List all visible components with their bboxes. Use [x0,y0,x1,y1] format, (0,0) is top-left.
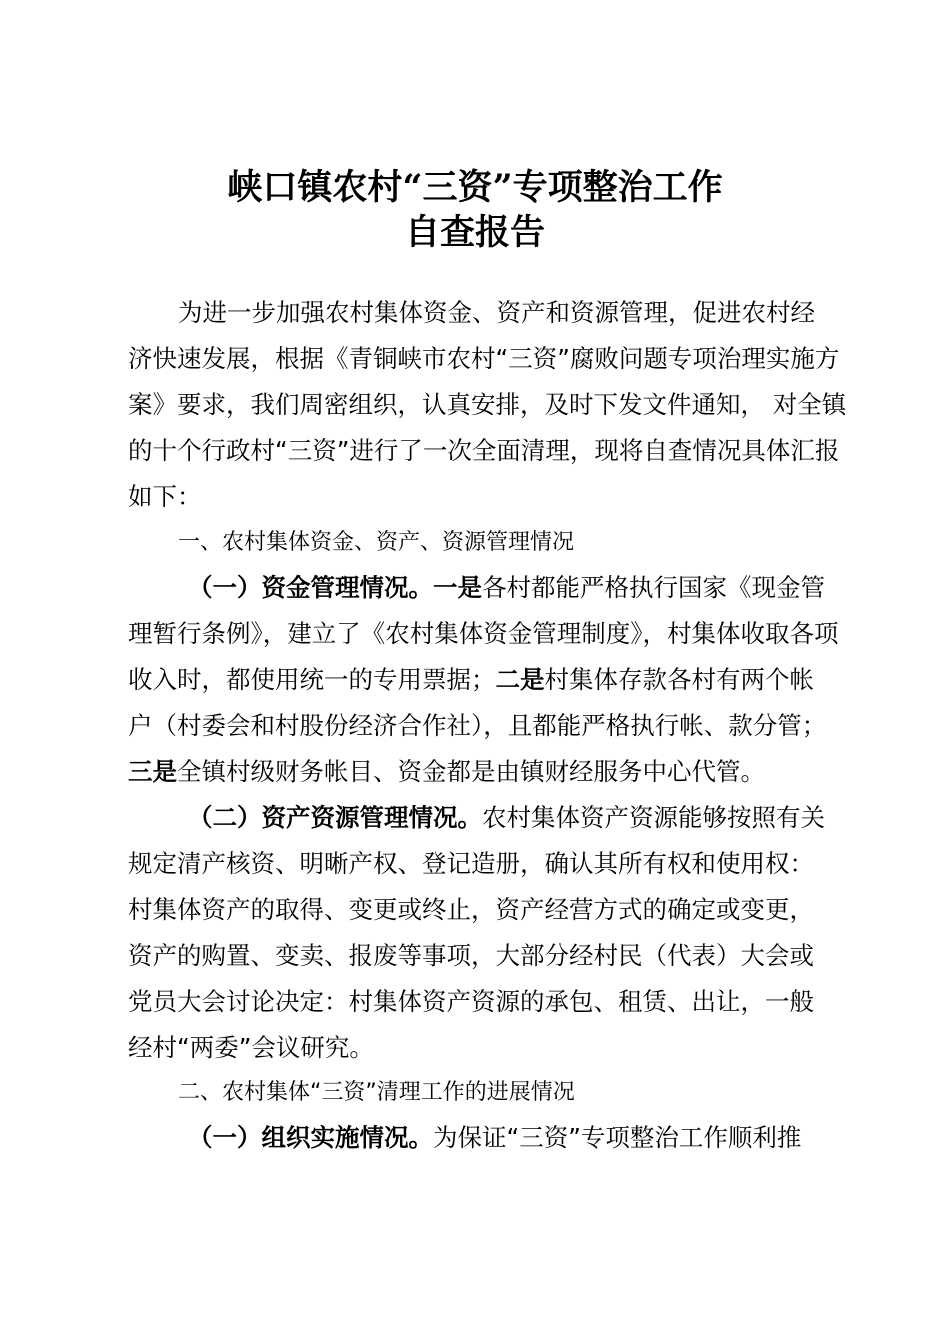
body-line: 为进一步加强农村集体资金、资产和资源管理，促进农村经 [178,298,815,327]
subsection-line [188,1123,801,1153]
body-text: 各村都能严格执行国家《现金管 [482,573,825,602]
body-line: 如下： [128,482,202,511]
body-text: 农村集体资产资源能够按照有关 [482,803,825,832]
body-line: 规定清产核资、明晰产权、登记造册，确认其所有权和使用权： [128,849,814,878]
body-line [128,757,765,787]
body-line: 户（村委会和村股份经济合作社），且都能严格执行帐、款分管； [128,711,827,740]
body-line: 资产的购置、变卖、报废等事项，大部分经村民（代表）大会或 [128,941,814,970]
body-text: 村集体存款各村有两个帐 [544,665,814,694]
body-text: 为保证“三资”专项整治工作顺利推 [433,1123,802,1152]
body-line: 党员大会讨论决定：村集体资产资源的承包、租赁、出让，一般 [128,987,814,1016]
subsection-heading: （一）资金管理情况。一是 [188,573,482,602]
section-heading: 一、农村集体资金、资产、资源管理情况 [178,530,575,555]
body-line: 经村“两委”会议研究。 [128,1033,374,1062]
subsection-heading: （一）组织实施情况。 [188,1123,433,1152]
body-text: 收入时，都使用统一的专用票据； [128,665,496,694]
subsection-line [188,803,825,833]
emphasis-text: 三是 [128,757,177,786]
body-line: 村集体资产的取得、变更或终止，资产经营方式的确定或变更， [128,895,814,924]
body-line: 济快速发展，根据《青铜峡市农村“三资”腐败问题专项治理实施方 [128,344,840,373]
body-line: 案》要求，我们周密组织，认真安排，及时下发文件通知， 对全镇 [128,390,847,419]
body-line: 理暂行条例》，建立了《农村集体资金管理制度》，村集体收取各项 [128,619,839,648]
document-title-line2: 自查报告 [404,212,545,253]
body-text: 全镇村级财务帐目、资金都是由镇财经服务中心代管。 [177,757,765,786]
body-line: 的十个行政村“三资”进行了一次全面清理，现将自查情况具体汇报 [128,436,840,465]
subsection-line [188,573,825,603]
section-heading: 二、农村集体“三资”清理工作的进展情况 [178,1080,575,1105]
document-title-line1: 峡口镇农村“三资”专项整治工作 [227,167,723,208]
emphasis-text: 二是 [495,665,545,694]
body-line [128,665,814,695]
subsection-heading: （二）资产资源管理情况。 [188,803,482,832]
